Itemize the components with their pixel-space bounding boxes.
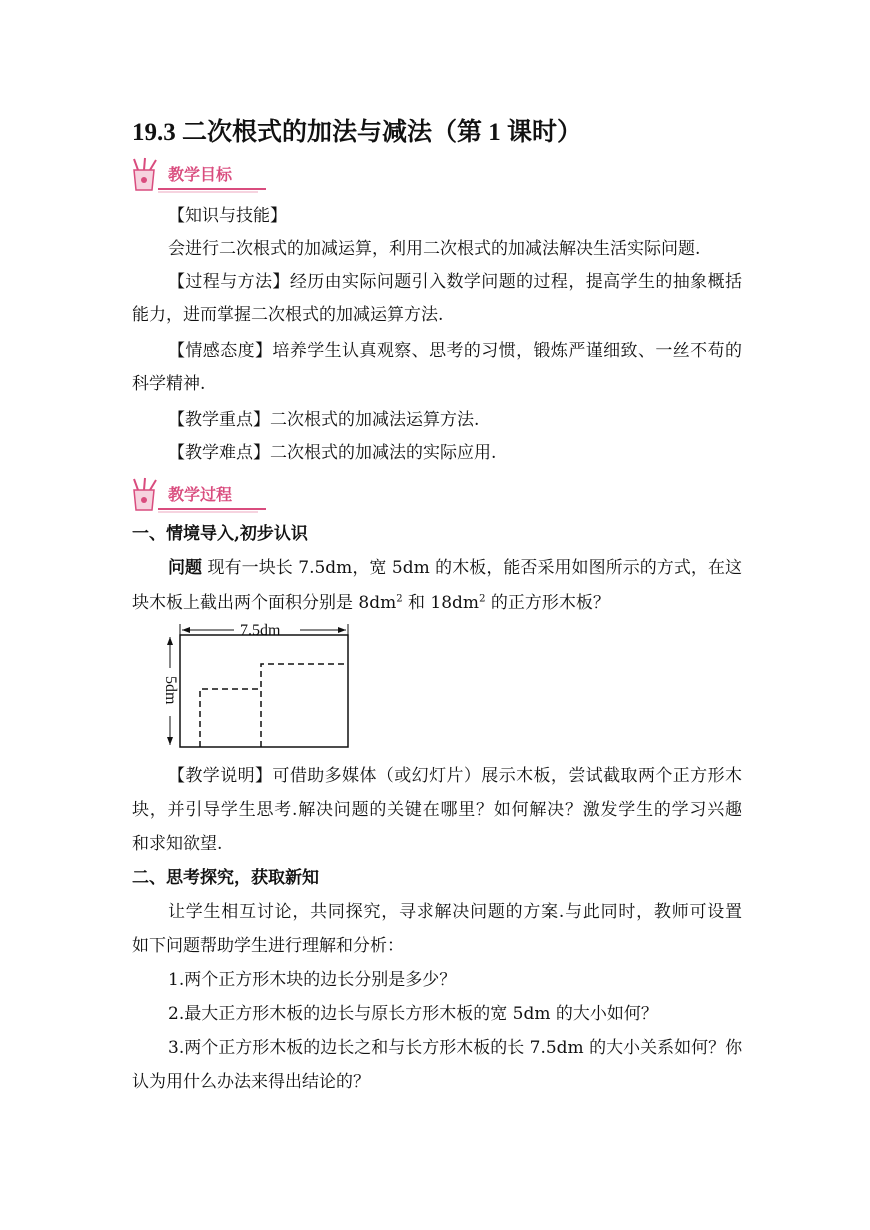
knowledge-body: 会进行二次根式的加减运算，利用二次根式的加减法解决生活实际问题.	[168, 239, 701, 259]
part2-heading: 二、思考探究，获取新知	[132, 868, 319, 888]
attitude-line-1: 【情感态度】培养学生认真观察、思考的习惯，锻炼严谨细致、一丝不苟的	[168, 341, 742, 361]
problem-label: 问题	[168, 558, 203, 578]
difficulty-point: 【教学难点】二次根式的加减法的实际应用.	[168, 443, 497, 463]
width-label: 5dm	[162, 676, 179, 705]
large-square-dashed	[261, 664, 348, 747]
part2-intro-line-2: 如下问题帮助学生进行理解和分析：	[132, 936, 404, 956]
section-badge-process	[128, 476, 268, 514]
lesson-title: 19.3 二次根式的加法与减法（第 1 课时）	[132, 119, 583, 146]
small-square-dashed	[200, 689, 261, 747]
question-1: 1.两个正方形木块的边长分别是多少？	[168, 970, 457, 990]
note-line-2: 块，并引导学生思考.解决问题的关键在哪里？如何解决？激发学生的学习兴趣	[132, 800, 742, 820]
knowledge-heading: 【知识与技能】	[168, 206, 287, 226]
board-rect	[180, 635, 348, 747]
section-badge-goals	[128, 156, 268, 194]
problem-line-2: 块木板上截出两个面积分别是 $8dm^2$ 和 $18dm^2$ 的正方形木板？	[132, 593, 610, 613]
note-line-3: 和求知欲望.	[132, 834, 223, 854]
question-3-line-1: 3.两个正方形木板的边长之和与长方形木板的长 7.5dm 的大小关系如何？你	[168, 1038, 743, 1058]
problem-line-1: 问题 现有一块长 7.5dm，宽 5dm 的木板，能否采用如图所示的方式，在这	[168, 558, 742, 578]
key-point: 【教学重点】二次根式的加减法运算方法.	[168, 410, 480, 430]
attitude-line-2: 科学精神.	[132, 374, 206, 394]
process-line-1: 【过程与方法】经历由实际问题引入数学问题的过程，提高学生的抽象概括	[168, 272, 742, 292]
length-label: 7.5dm	[240, 622, 281, 639]
pencil-cup-icon	[134, 478, 156, 510]
board-figure	[160, 620, 360, 754]
pencil-cup-icon	[134, 158, 156, 190]
question-2: 2.最大正方形木板的边长与原长方形木板的宽 5dm 的大小如何？	[168, 1004, 658, 1024]
question-3-line-2: 认为用什么办法来得出结论的？	[132, 1072, 370, 1092]
part2-intro-line-1: 让学生相互讨论，共同探究，寻求解决问题的方案.与此同时，教师可设置	[168, 902, 742, 922]
part1-heading: 一、情境导入,初步认识	[132, 524, 308, 544]
section-label-goals: 教学目标	[168, 165, 233, 184]
process-line-2: 能力，进而掌握二次根式的加减运算方法.	[132, 305, 444, 325]
section-label-process: 教学过程	[168, 485, 233, 504]
note-line-1: 【教学说明】可借助多媒体（或幻灯片）展示木板，尝试截取两个正方形木	[168, 766, 742, 786]
